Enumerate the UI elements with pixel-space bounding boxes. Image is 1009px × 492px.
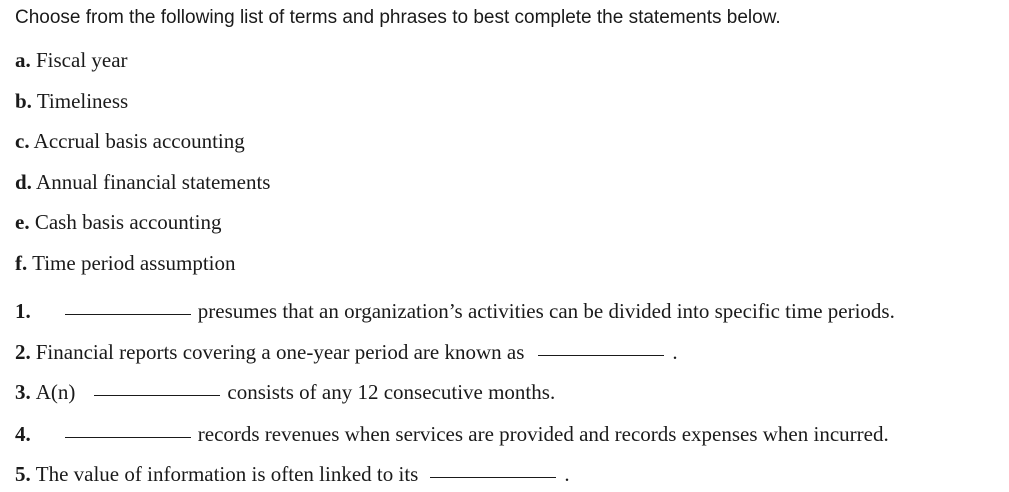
statement-text-after: .	[564, 462, 570, 486]
statement-text-after: .	[672, 340, 678, 364]
statement-1	[15, 298, 895, 324]
term-item	[15, 47, 128, 73]
answer-blank[interactable]	[430, 476, 556, 478]
statement-3	[15, 379, 555, 405]
term-letter: a.	[15, 48, 31, 72]
term-text: Cash basis accounting	[34, 210, 222, 234]
statement-number: 3.	[15, 380, 31, 404]
answer-blank[interactable]	[65, 313, 191, 315]
statement-text-after: consists of any 12 consecutive months.	[227, 380, 556, 404]
term-text: Annual financial statements	[36, 170, 271, 194]
statement-number: 4.	[15, 422, 31, 446]
instruction-text: Choose from the following list of terms and phrases to best complete the statements below.	[15, 7, 781, 28]
term-text: Accrual basis accounting	[33, 129, 245, 153]
answer-blank[interactable]	[65, 436, 191, 438]
term-item	[15, 209, 221, 235]
statement-number: 1.	[15, 299, 31, 323]
term-letter: c.	[15, 129, 30, 153]
answer-blank[interactable]	[538, 354, 664, 356]
statement-number: 5.	[15, 462, 31, 486]
term-text: Time period assumption	[32, 251, 236, 275]
term-letter: d.	[15, 170, 32, 194]
term-letter: e.	[15, 210, 30, 234]
statement-text-before: Financial reports covering a one-year period are known as	[35, 340, 525, 364]
term-letter: b.	[15, 89, 32, 113]
statement-text-after: presumes that an organization’s activities can be divided into specific time periods.	[197, 299, 895, 323]
term-text: Timeliness	[36, 89, 129, 113]
statement-2	[15, 339, 678, 365]
statement-5	[15, 461, 570, 487]
statement-text-before: The value of information is often linked to its	[35, 462, 419, 486]
term-text: Fiscal year	[36, 48, 128, 72]
term-item	[15, 128, 245, 154]
term-letter: f.	[15, 251, 28, 275]
statement-number: 2.	[15, 340, 31, 364]
statement-4	[15, 421, 889, 447]
answer-blank[interactable]	[94, 394, 220, 396]
statement-text-after: records revenues when services are provided and records expenses when incurred.	[197, 422, 889, 446]
statement-text-before: A(n)	[35, 380, 76, 404]
term-item	[15, 250, 236, 276]
term-item	[15, 88, 128, 114]
term-item	[15, 169, 270, 195]
